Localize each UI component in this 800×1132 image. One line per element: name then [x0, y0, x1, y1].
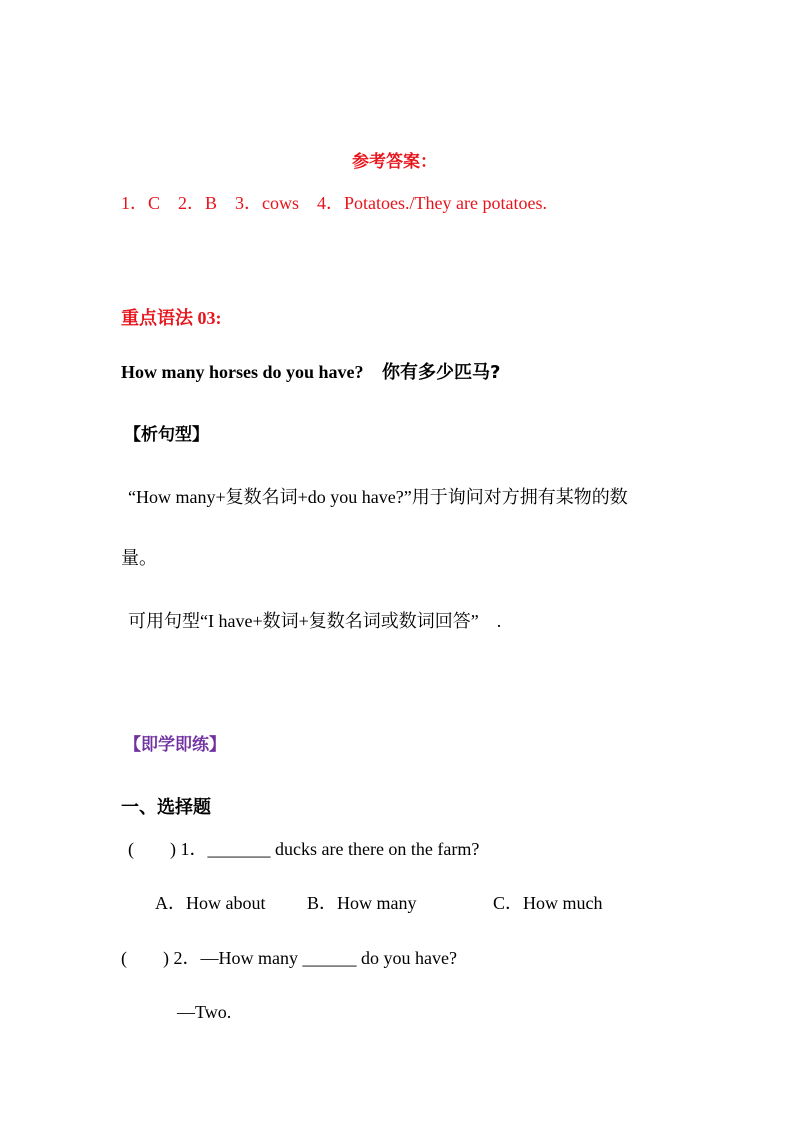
- answers-heading: 参考答案：: [352, 152, 437, 172]
- question-1-stem: ( ) 1．_______ ducks are there on the farm?: [128, 839, 480, 859]
- question-2-stem: ( ) 2．—How many ______ do you have?: [121, 948, 457, 968]
- section-title: 一、选择题: [121, 797, 211, 818]
- grammar-example: [121, 360, 500, 385]
- question-2-reply: —Two.: [177, 1002, 232, 1022]
- question-1-option-a: A．How about: [155, 893, 266, 913]
- explain-line-2: 量。: [121, 548, 157, 569]
- grammar-heading: 重点语法 03:: [121, 308, 222, 328]
- analysis-heading: 【析句型】: [124, 425, 209, 445]
- practice-heading: 【即学即练】: [124, 735, 226, 755]
- explain-line-1: “How many+复数名词+do you have?”用于询问对方拥有某物的数: [128, 487, 628, 507]
- grammar-example-en: How many horses do you have?: [121, 362, 364, 382]
- reply-line: 可用句型“I have+数词+复数名词或数词回答” .: [128, 611, 502, 631]
- question-1-option-c: C．How much: [493, 893, 603, 913]
- answers-line: 1．C 2．B 3．cows 4．Potatoes./They are potatoes.: [121, 193, 547, 213]
- grammar-example-zh: 你有多少匹马?: [382, 362, 501, 383]
- question-1-option-b: B．How many: [307, 893, 417, 913]
